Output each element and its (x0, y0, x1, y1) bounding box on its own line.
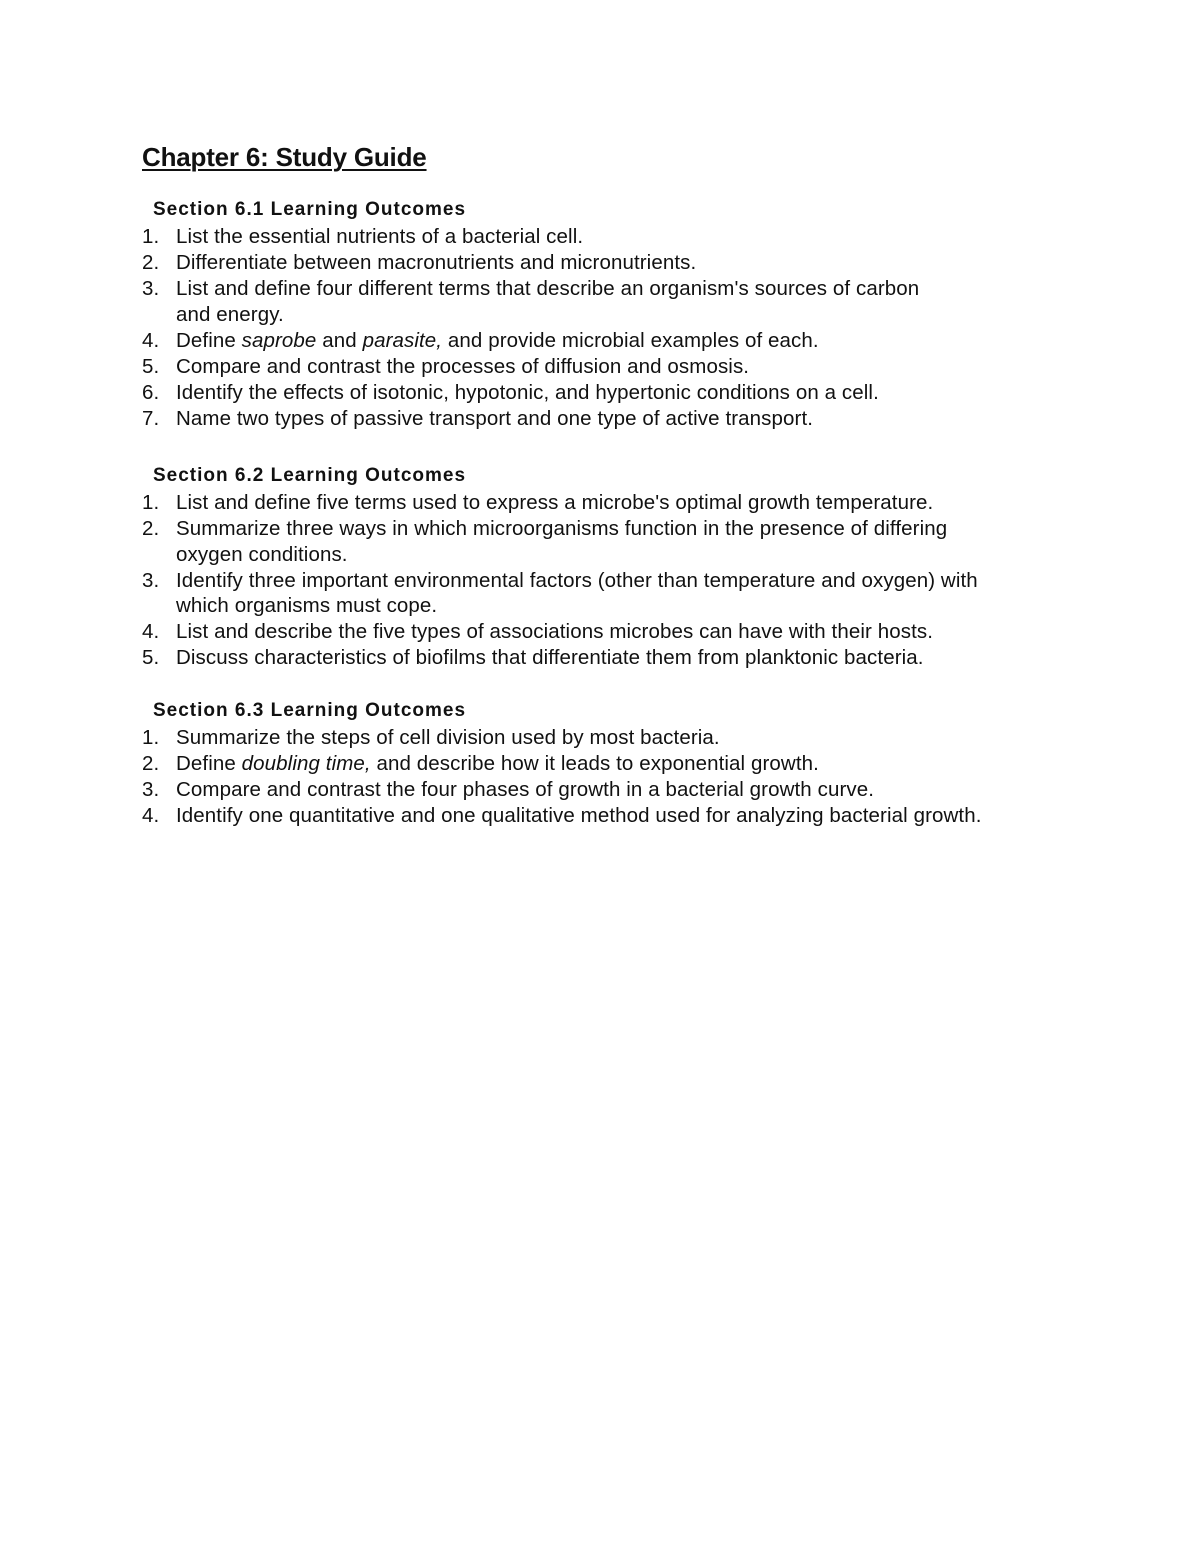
list-item (140, 777, 1100, 803)
list-item (140, 516, 1100, 567)
section-6-3 (140, 699, 1100, 829)
item-number: 1. (142, 225, 160, 248)
italic-term: saprobe (241, 328, 317, 352)
item-number: 4. (142, 804, 160, 827)
outcome-list (140, 725, 1100, 829)
section-heading: Section 6.2 Learning Outcomes (153, 465, 467, 486)
outcome-list (140, 490, 1100, 671)
item-number: 2. (142, 251, 160, 274)
list-item (140, 276, 1100, 327)
item-text: Identify one quantitative and one qualitative method used for analyzing bacterial growth. (176, 804, 982, 827)
list-item (140, 490, 1100, 516)
list-item (140, 250, 1100, 276)
item-text: List and describe the five types of associations microbes can have with their hosts. (176, 620, 934, 643)
item-number: 2. (142, 752, 160, 775)
item-text: List and define five terms used to express a microbe's optimal growth temperature. (176, 491, 934, 514)
outcome-list (140, 224, 1100, 431)
item-number: 5. (142, 354, 160, 378)
item-number: 1. (142, 491, 160, 514)
section-heading: Section 6.3 Learning Outcomes (153, 700, 467, 721)
item-text: Compare and contrast the processes of diffusion and osmosis. (176, 354, 750, 378)
item-number: 7. (142, 406, 160, 430)
item-text: Summarize three ways in which microorganisms function in the presence of differing oxygen conditions. (176, 517, 948, 566)
list-item (140, 725, 1100, 751)
section-6-2 (140, 464, 1100, 671)
section-heading: Section 6.1 Learning Outcomes (153, 199, 467, 220)
item-number: 4. (142, 620, 160, 643)
item-number: 1. (142, 726, 160, 749)
item-number: 6. (142, 380, 160, 404)
item-text: Discuss characteristics of biofilms that differentiate them from planktonic bacteria. (176, 646, 924, 669)
list-item (140, 380, 1100, 406)
list-item (140, 354, 1100, 380)
item-number: 2. (142, 517, 160, 540)
italic-term: parasite, (362, 328, 443, 352)
item-text: Define saprobe and parasite, and provide microbial examples of each. (176, 328, 819, 352)
item-text: Compare and contrast the four phases of growth in a bacterial growth curve. (176, 778, 875, 801)
item-text: List the essential nutrients of a bacterial cell. (176, 225, 584, 248)
item-number: 3. (142, 277, 160, 300)
item-number: 5. (142, 646, 160, 669)
item-text: Identify three important environmental factors (other than temperature and oxygen) with which organisms must cope. (176, 568, 978, 617)
item-number: 4. (142, 328, 160, 352)
list-item (140, 645, 1100, 671)
list-item (140, 751, 1100, 777)
item-number: 3. (142, 568, 160, 592)
item-text: Differentiate between macronutrients and micronutrients. (176, 251, 697, 274)
list-item (140, 619, 1100, 645)
italic-term: doubling time, (241, 752, 371, 775)
item-text: List and define four different terms that describe an organism's sources of carbon and energy. (176, 277, 920, 326)
list-item (140, 224, 1100, 250)
item-text: Summarize the steps of cell division used by most bacteria. (176, 726, 720, 749)
list-item (140, 568, 1100, 619)
item-text: Name two types of passive transport and one type of active transport. (176, 406, 814, 430)
list-item (140, 328, 1100, 354)
list-item (140, 803, 1100, 829)
list-item (140, 406, 1100, 432)
item-text: Define doubling time, and describe how it leads to exponential growth. (176, 752, 819, 775)
page-title: Chapter 6: Study Guide (142, 142, 427, 172)
section-6-1 (140, 198, 1100, 432)
item-text: Identify the effects of isotonic, hypotonic, and hypertonic conditions on a cell. (176, 380, 879, 404)
item-number: 3. (142, 778, 160, 801)
